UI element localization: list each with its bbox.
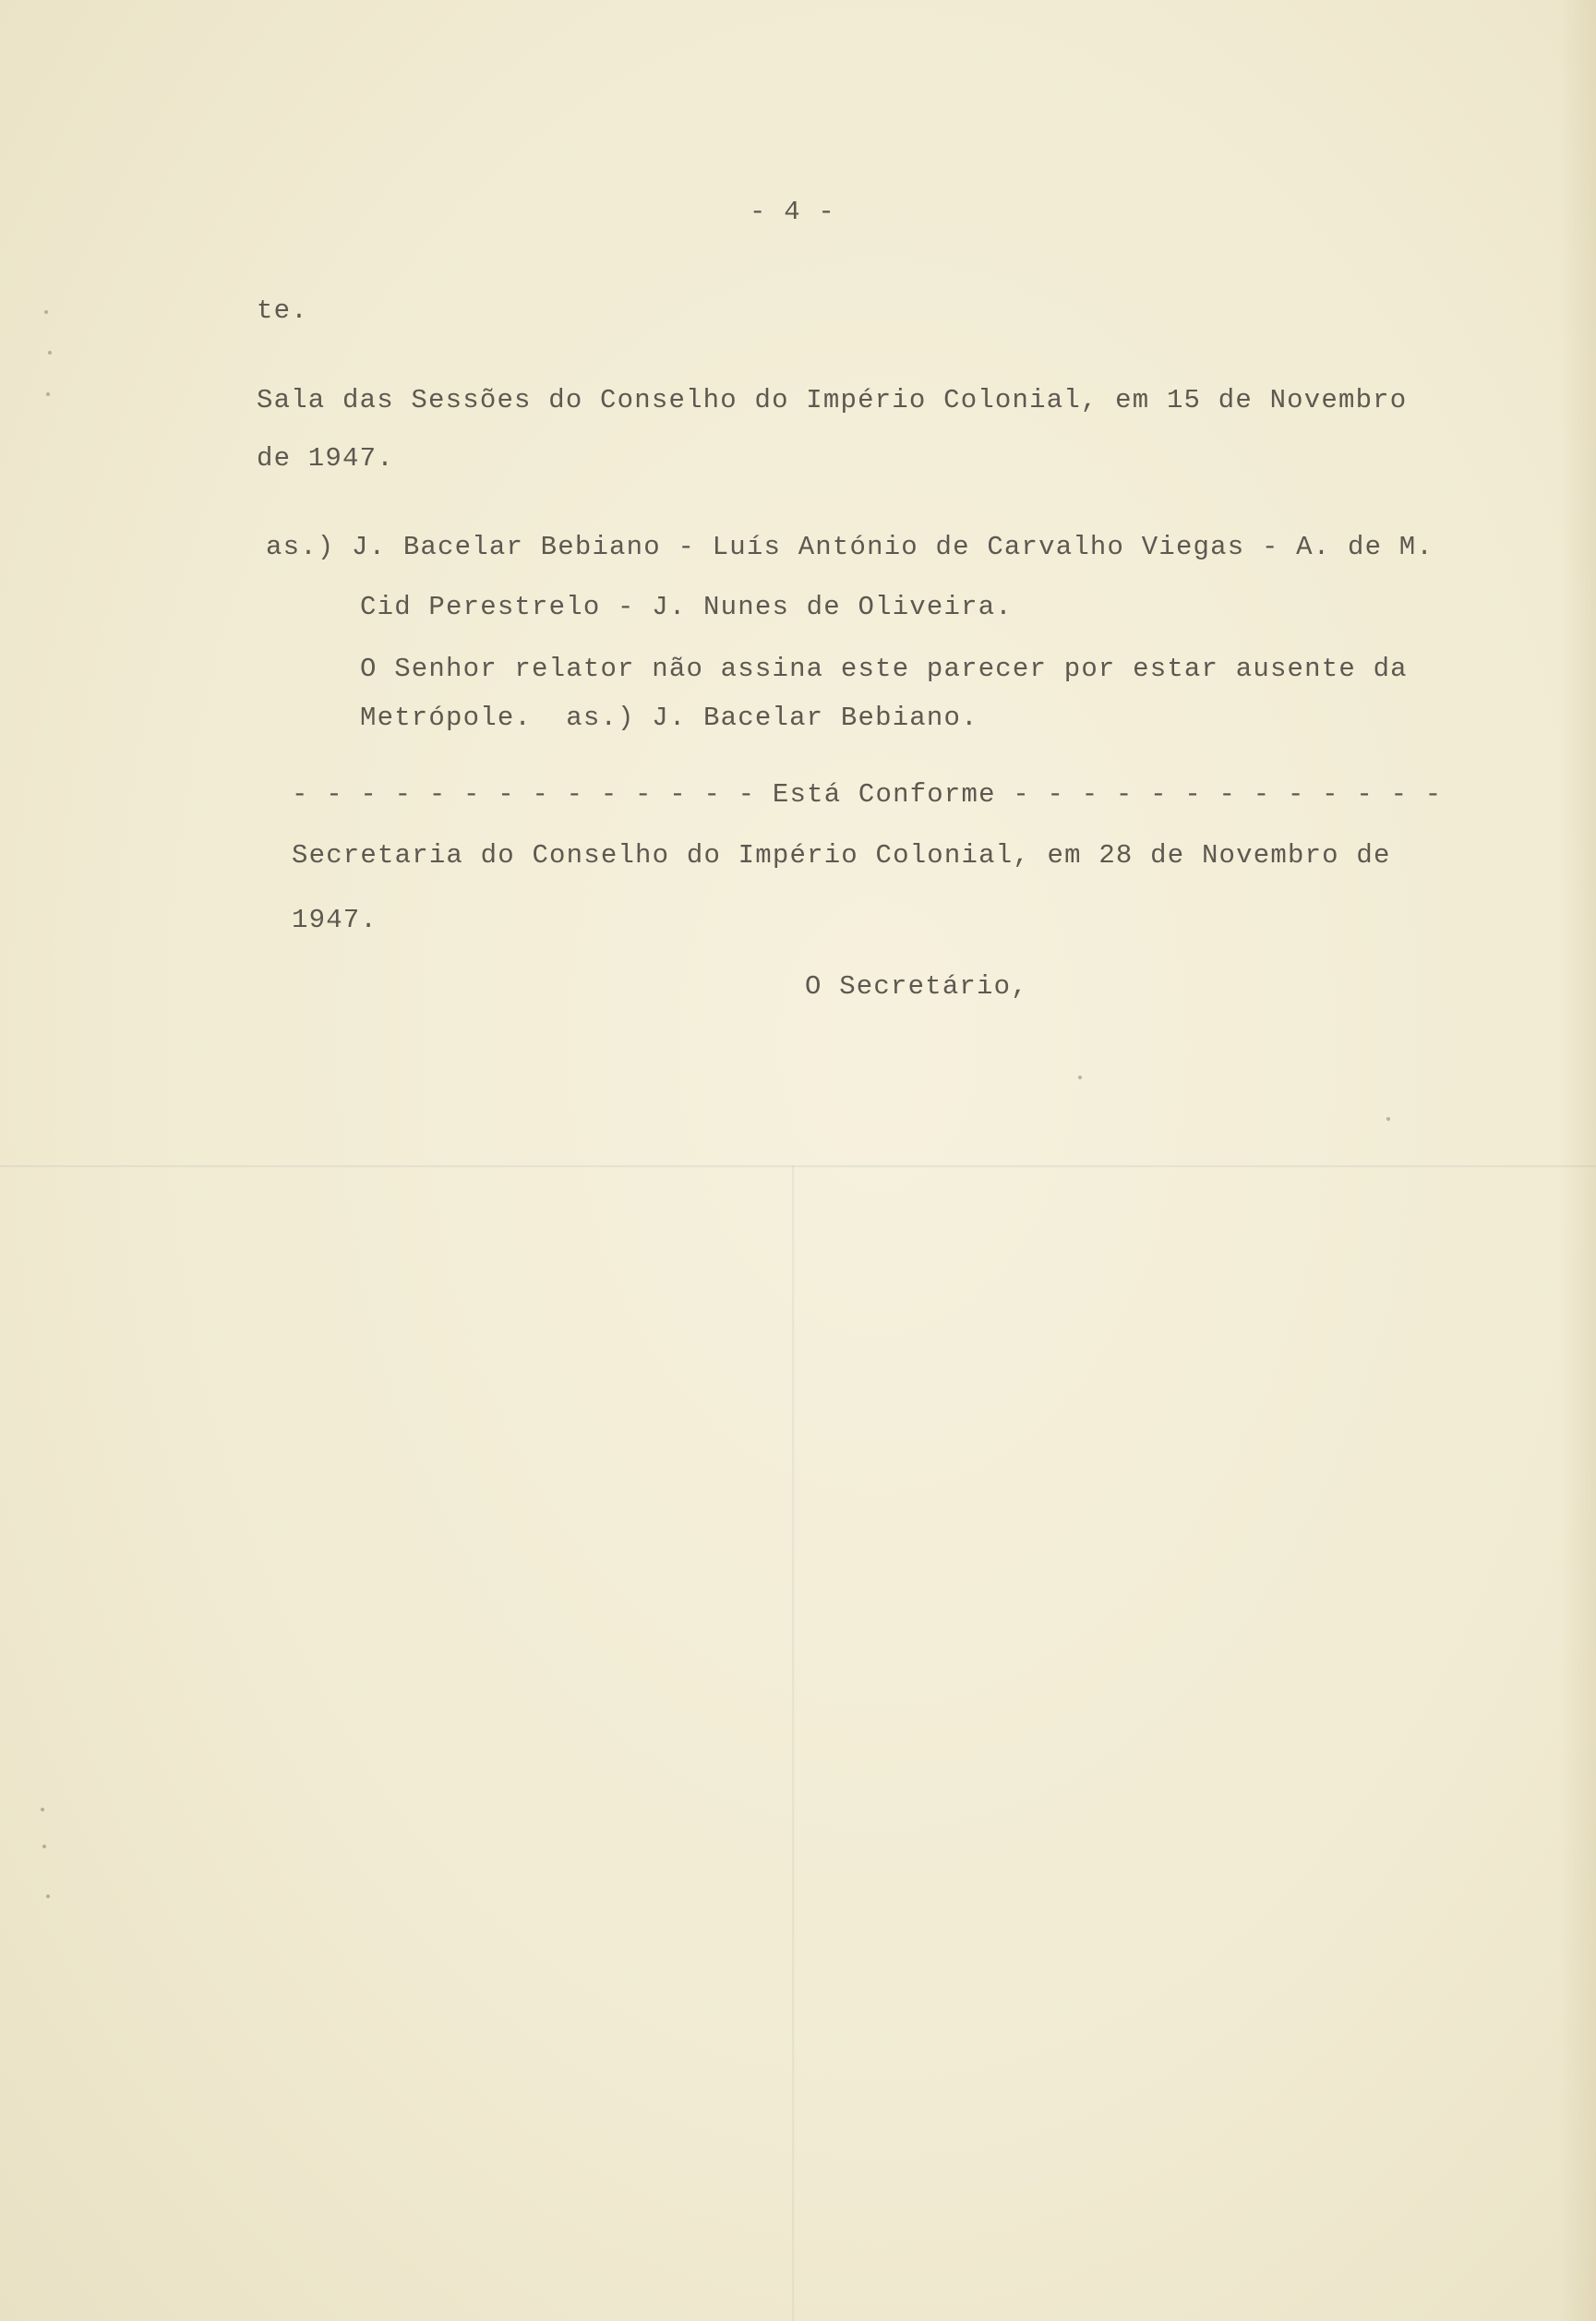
signatures-line-2: Cid Perestrelo - J. Nunes de Oliveira. bbox=[360, 592, 1013, 622]
margin-speck bbox=[46, 392, 50, 396]
paper-speck bbox=[1386, 1117, 1390, 1121]
margin-speck bbox=[44, 310, 48, 314]
paper-edge-shade bbox=[1559, 0, 1596, 2321]
session-line-1: Sala das Sessões do Conselho do Império Colonial, em 15 de Novembro bbox=[257, 385, 1408, 415]
session-line-2: de 1947. bbox=[257, 443, 394, 474]
note-line-1: O Senhor relator não assina este parecer por estar ausente da bbox=[360, 654, 1408, 684]
page-number: - 4 - bbox=[750, 197, 836, 227]
secretaria-line-1: Secretaria do Conselho do Império Colonial, em 28 de Novembro de bbox=[292, 840, 1391, 871]
continuation-text: te. bbox=[257, 295, 308, 326]
note-line-2: Metrópole. as.) J. Bacelar Bebiano. bbox=[360, 703, 978, 733]
margin-speck bbox=[48, 351, 52, 355]
margin-speck bbox=[46, 1894, 50, 1898]
margin-speck bbox=[41, 1808, 44, 1811]
margin-speck bbox=[42, 1845, 46, 1848]
vertical-fold-line bbox=[792, 1165, 795, 2321]
secretaria-line-2: 1947. bbox=[292, 905, 378, 935]
esta-conforme-line: - - - - - - - - - - - - - - Está Conforme - - - - - - - - - - - - - bbox=[292, 779, 1443, 810]
closing-secretario: O Secretário, bbox=[805, 971, 1028, 1002]
paper-speck bbox=[1078, 1076, 1082, 1079]
horizontal-fold-line bbox=[0, 1165, 1596, 1168]
signatures-line-1: as.) J. Bacelar Bebiano - Luís António de Carvalho Viegas - A. de M. bbox=[266, 532, 1434, 562]
